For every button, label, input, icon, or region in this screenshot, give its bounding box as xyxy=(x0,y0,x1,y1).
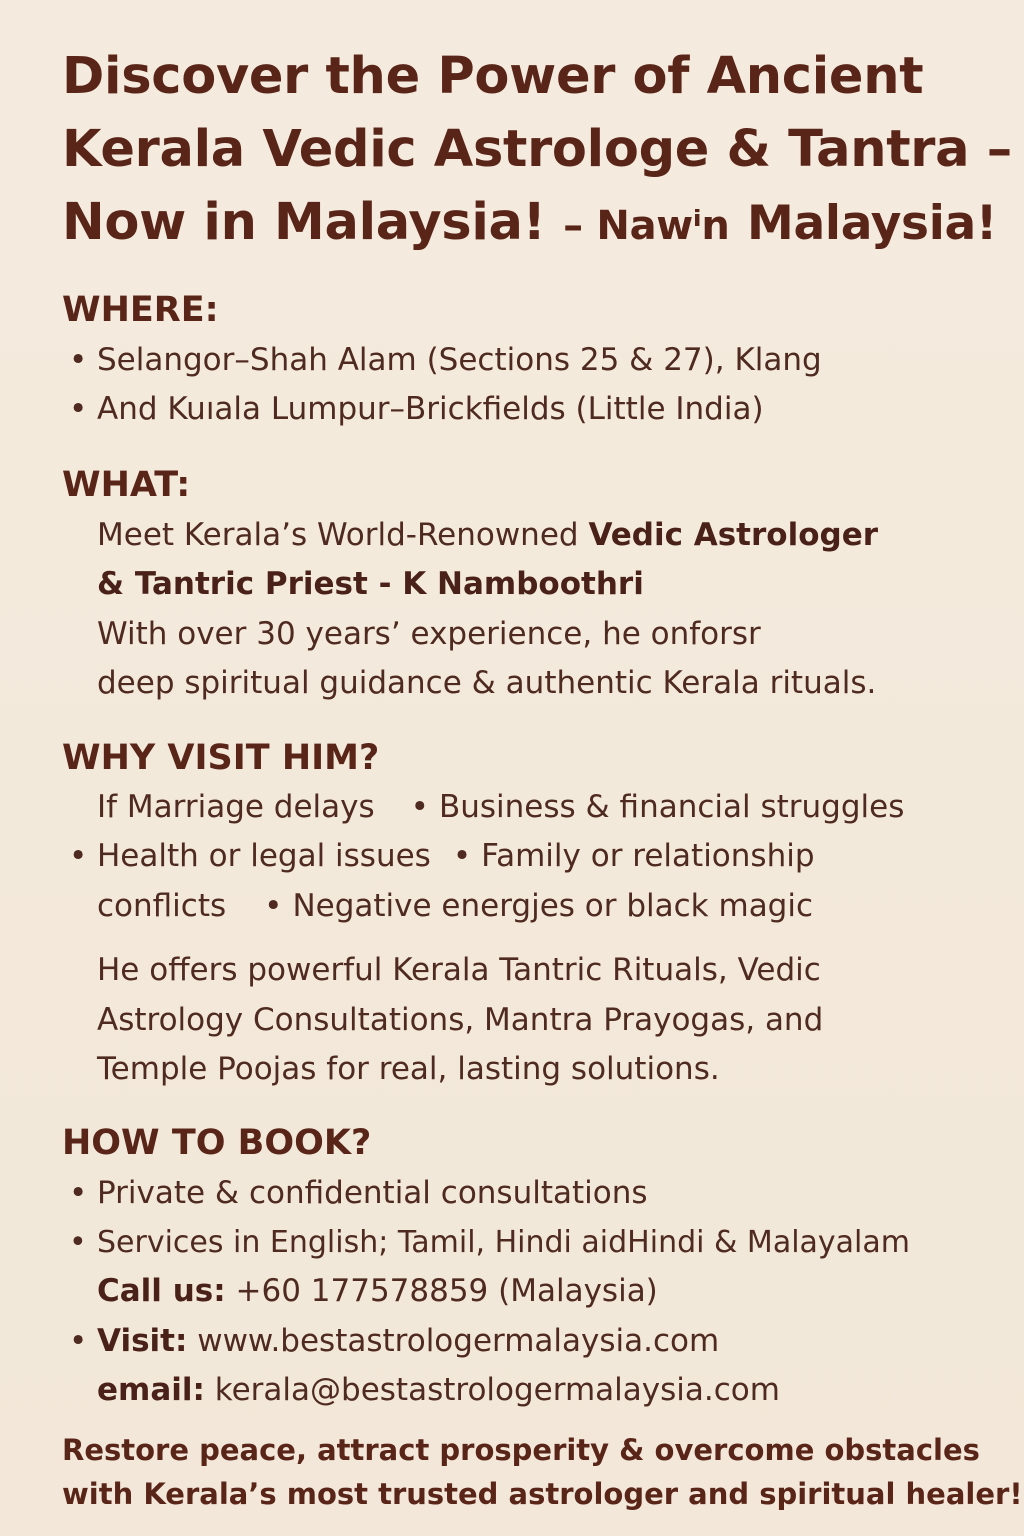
book-item-languages: • Services in English; Tamil, Hindi aidHindi & Malayalam xyxy=(97,1218,910,1267)
where-item-kuala-lumpur: • And Kuıala Lumpur–Brickfields (Little India) xyxy=(97,385,764,434)
why-conflicts: conflicts xyxy=(97,888,227,924)
headline-duplicate-fragment: – Nawⁱn xyxy=(563,203,730,249)
where-heading: WHERE: xyxy=(62,290,219,330)
what-intro-line xyxy=(97,511,878,560)
why-family-relationship: • Family or relationship xyxy=(453,838,815,874)
what-guidance-line: deep spiritual guidance & authentic Kerala rituals. xyxy=(97,665,877,701)
book-heading: HOW TO BOOK? xyxy=(62,1123,372,1163)
closing-line-2: with Kerala’s most trusted astrologer and spiritual healer! xyxy=(62,1477,1023,1511)
what-title-bold-b: & Tantric Priest - K Namboothri xyxy=(97,566,644,602)
why-heading: WHY VISIT HIM? xyxy=(62,738,380,778)
why-marriage-delays: If Marriage delays xyxy=(97,789,375,825)
what-heading: WHAT: xyxy=(62,465,191,505)
headline-line-3-main: Now in Malaysia! xyxy=(62,193,546,252)
what-title-bold-a: Vedic Astrologer xyxy=(588,517,879,553)
headline-duplicate-malaysia: Malaysia! xyxy=(747,196,998,251)
offer-line-1: He offers powerful Kerala Tantric Rituals, Vedic xyxy=(97,952,821,988)
book-email xyxy=(97,1366,780,1415)
phone-number-link[interactable]: +60 177578859 (Malaysia) xyxy=(225,1273,658,1309)
closing-tagline xyxy=(62,1428,1023,1516)
what-intro: Meet Kerala’s World-Renowned xyxy=(97,517,589,553)
why-negative-energies: • Negative energjes or black magic xyxy=(264,888,813,924)
offer-line-2: Astrology Consultations, Mantra Prayogas, and xyxy=(97,1002,824,1038)
why-business-struggles: • Business & financial struggles xyxy=(411,789,905,825)
closing-line-1: Restore peace, attract prosperity & overcome obstacles xyxy=(62,1433,980,1467)
where-item-selangor: • Selangor–Shah Alam (Sections 25 & 27), Klang xyxy=(97,336,822,385)
headline-line-1: Discover the Power of Ancient xyxy=(62,47,924,106)
visit-label: Visit: xyxy=(97,1323,188,1359)
book-call xyxy=(97,1267,658,1316)
call-label: Call us: xyxy=(97,1273,226,1309)
offer-line-3: Temple Poojas for real, lasting solutions. xyxy=(97,1051,720,1087)
what-experience-line: With over 30 years’ experience, he onforsr xyxy=(97,616,761,652)
headline xyxy=(62,40,1012,263)
headline-line-3 xyxy=(62,186,1012,263)
why-health-legal: Health or legal issues xyxy=(97,838,431,874)
why-row-3 xyxy=(97,882,813,931)
email-link[interactable]: kerala@bestastrologermalaysia.com xyxy=(204,1372,780,1408)
book-item-private: • Private & confidential consultations xyxy=(97,1169,648,1218)
why-row-1 xyxy=(97,783,904,832)
book-visit xyxy=(97,1317,719,1366)
website-link[interactable]: www.bestastrologermalaysia.com xyxy=(187,1323,720,1359)
email-label: email: xyxy=(97,1372,205,1408)
why-row-2 xyxy=(97,832,815,881)
headline-line-2: Kerala Vedic Astrologe & Tantra – xyxy=(62,120,1012,179)
